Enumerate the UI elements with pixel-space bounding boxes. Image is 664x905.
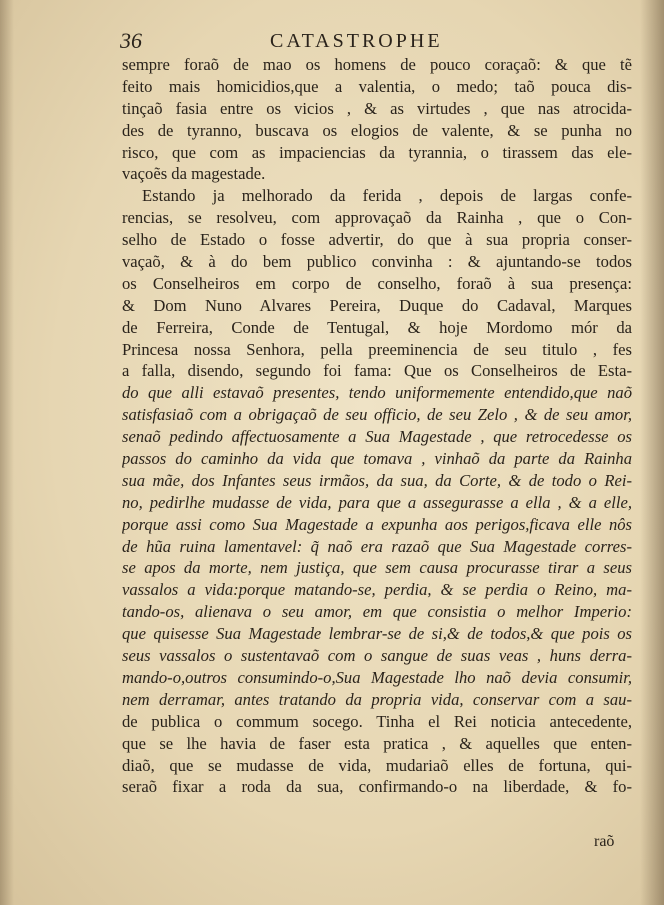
text-line: Princesa nossa Senhora, pella preeminencia de seu titulo , fes [122, 339, 632, 359]
text-line: porque assi como Sua Magestade a expunha aos perigos,ficava elle nôs [122, 514, 632, 534]
page-shadow-right [640, 0, 664, 905]
text-line: que se lhe havia de faser esta pratica , & aquelles que enten- [122, 733, 632, 753]
text-line: de Ferreira, Conde de Tentugal, & hoje Mordomo mór da [122, 317, 632, 337]
page-shadow-left [0, 0, 14, 905]
catchword: raõ [594, 833, 615, 850]
text-line: tinçaõ fasia entre os vicios , & as virtudes , que nas atrocida- [122, 98, 632, 118]
text-line: & Dom Nuno Alvares Pereira, Duque do Cadaval, Marques [122, 295, 632, 315]
text-line: do que alli estavaõ presentes, tendo uniformemente entendido,que naõ [122, 383, 632, 403]
text-line: a falla, disendo, segundo foi fama: Que os Conselheiros de Esta- [122, 361, 632, 381]
text-line: mando-o,outros consumindo-o,Sua Magestade lho naõ devia consumir, [122, 667, 632, 687]
text-line: tando-os, alienava o seu amor, em que consistia o melhor Imperio: [122, 602, 632, 622]
text-line: vassalos a vida:porque matando-se, perdia, & se perdia o Reino, ma- [122, 580, 632, 600]
text-line: feito mais homicidios,que a valentia, o medo; taõ pouca dis- [122, 76, 632, 96]
text-line: se apos da morte, nem justiça, que sem causa procurasse tirar a seus [122, 558, 632, 578]
text-line: sua mãe, dos Infantes seus irmãos, da sua, da Corte, & de todo o Rei- [122, 470, 632, 490]
text-line: selho de Estado o fosse advertir, do que à sua propria conser- [122, 230, 632, 250]
text-line: risco, que com as impaciencias da tyrannia, o tirassem das ele- [122, 142, 632, 162]
text-line: rencias, se resolveu, com approvaçaõ da Rainha , que o Con- [122, 208, 632, 228]
text-line: passos do caminho da vida que tomava , vinhaõ da parte da Rainha [122, 449, 632, 469]
text-line: seraõ fixar a roda da sua, confirmando-o na liberdade, & fo- [122, 777, 632, 797]
text-line: des de tyranno, buscava os elogios de valente, & se punha no [122, 120, 632, 140]
text-line: satisfasiaõ com a obrigaçaõ de seu officio, de seu Zelo , & de seu amor, [122, 405, 632, 425]
text-line: de hũa ruina lamentavel: q̃ naõ era razaõ que Sua Magestade corres- [122, 536, 632, 556]
text-line: vaçaõ, & à do bem publico convinha : & ajuntando-se todos [122, 252, 632, 272]
running-title: CATASTROPHE [270, 30, 443, 52]
text-line: de publica o commum socego. Tinha el Rei noticia antecedente, [122, 711, 632, 731]
text-line: Estando ja melhorado da ferida , depois de largas confe- [142, 186, 632, 206]
text-line: diaõ, que se mudasse de vida, mudariaõ elles de fortuna, qui- [122, 755, 632, 775]
text-line: vaçoẽs da magestade. [122, 164, 266, 184]
text-line: seus vassalos o sustentavaõ com o sangue de suas veas , huns derra- [122, 646, 632, 666]
text-line: nem derramar, antes tratando da propria vida, conservar com a sau- [122, 689, 632, 709]
page-number: 36 [120, 28, 142, 53]
text-line: que quisesse Sua Magestade lembrar-se de si,& de todos,& que pois os [122, 624, 632, 644]
body-text [122, 54, 632, 798]
text-line: no, pedirlhe mudasse de vida, para que a assegurasse a ella , & a elle, [122, 492, 632, 512]
page-header [120, 28, 640, 56]
text-line: senaõ pedindo affectuosamente a Sua Magestade , que retrocedesse os [122, 427, 632, 447]
text-line: sempre foraõ de mao os homens de pouco coraçaõ: & que tẽ [122, 55, 632, 74]
text-line: os Conselheiros em corpo de conselho, foraõ à sua presença: [122, 273, 632, 293]
